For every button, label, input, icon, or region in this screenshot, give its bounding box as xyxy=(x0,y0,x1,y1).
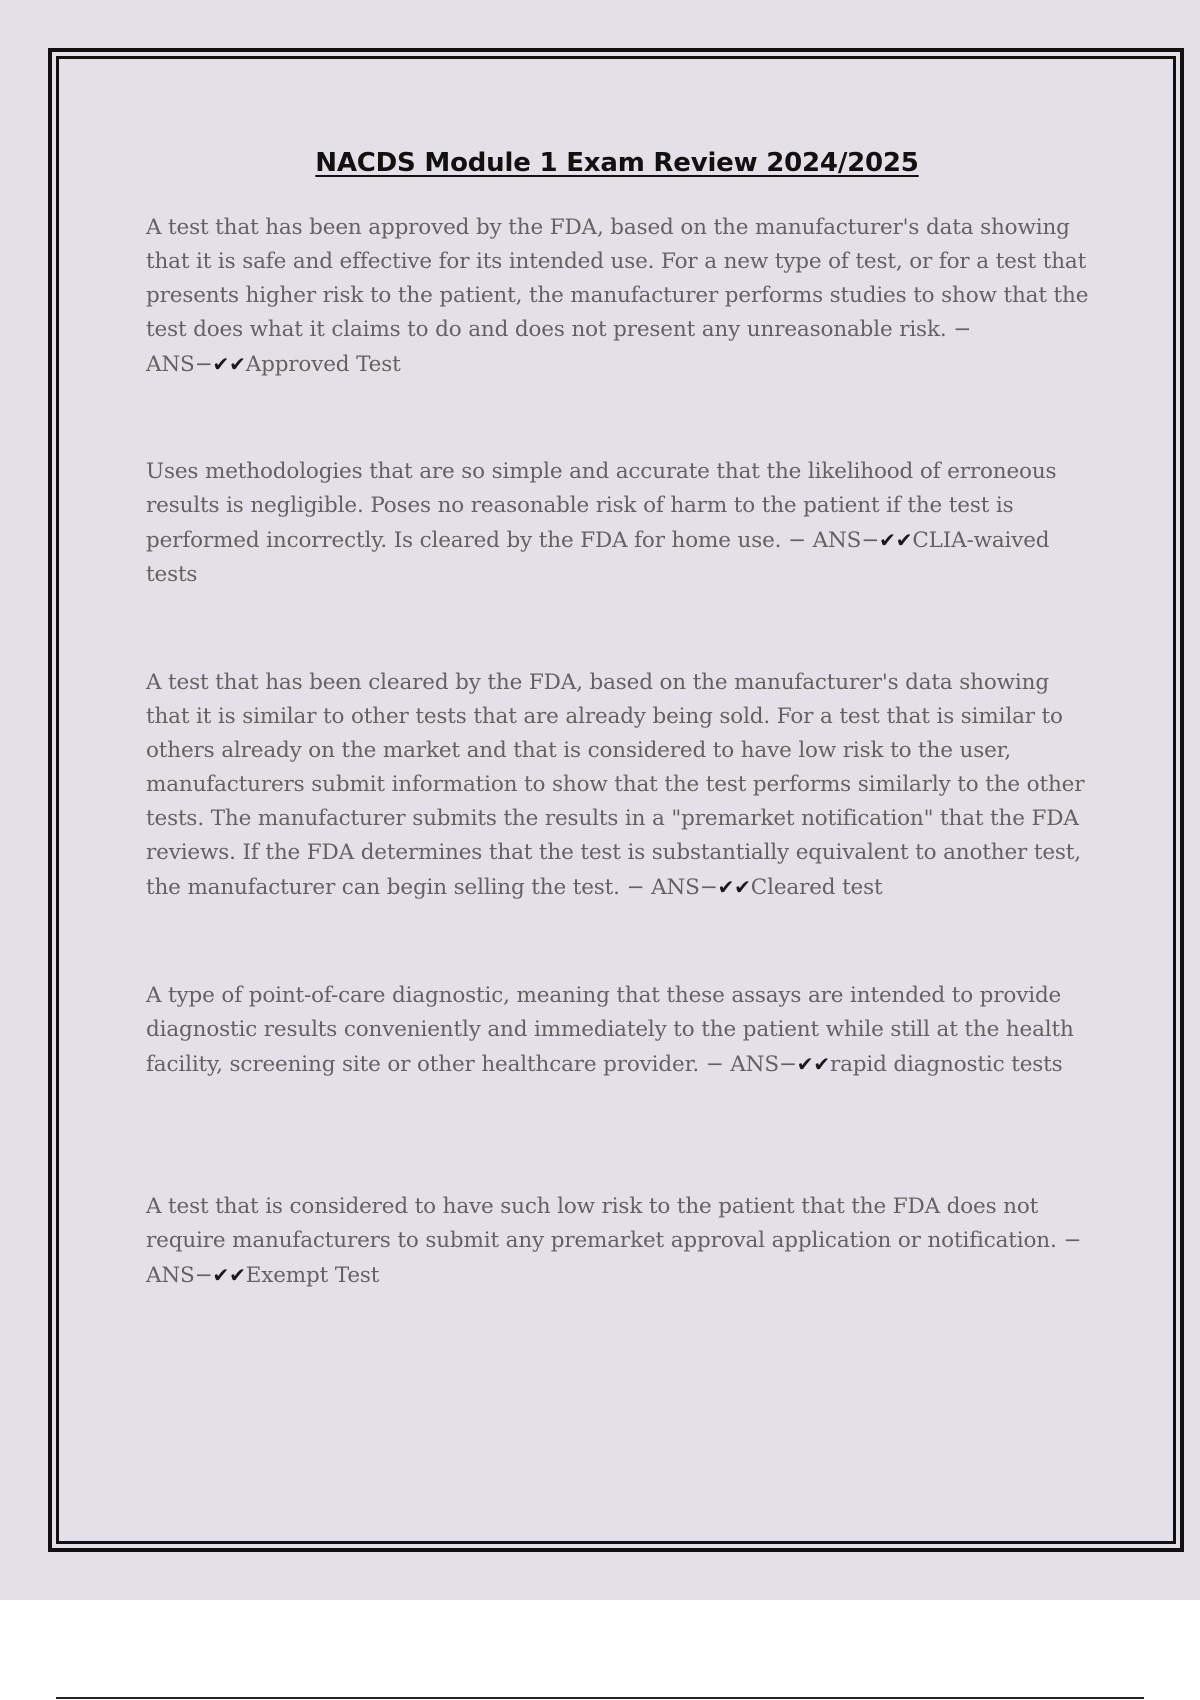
check-icon: ✔✔ xyxy=(796,1052,830,1076)
qa-item-2 xyxy=(146,455,1096,592)
qa-item-3 xyxy=(146,666,1096,905)
answer-prefix: ANS− xyxy=(730,1052,797,1077)
document-title-text: NACDS Module 1 Exam Review 2024/2025 xyxy=(315,148,919,178)
answer-text: rapid diagnostic tests xyxy=(829,1052,1063,1077)
check-icon: ✔✔ xyxy=(717,875,751,899)
answer-prefix: ANS− xyxy=(146,1263,213,1288)
answer-prefix: ANS− xyxy=(812,528,880,553)
answer-prefix: ANS− xyxy=(146,352,213,377)
check-icon: ✔✔ xyxy=(212,1263,246,1287)
check-icon: ✔✔ xyxy=(212,352,246,376)
question-text: A type of point-of-care diagnostic, meaning that these assays are intended to provide diagnostic results conveniently and immediately to the patient while still at the health facility, screening site or other healthcare provider. xyxy=(146,983,1074,1077)
answer-text: Approved Test xyxy=(245,352,401,377)
separator: − xyxy=(619,875,652,900)
separator: − xyxy=(699,1052,731,1077)
document-title xyxy=(0,148,1200,178)
answer-text: Cleared test xyxy=(750,875,883,900)
qa-item-1 xyxy=(146,211,1096,382)
question-text: A test that has been approved by the FDA, based on the manufacturer's data showing that it is safe and effective for its intended use. For a new type of test, or for a test that presents higher risk to the patient, the manufacturer performs studies to show that the test does what it claims to do and does not present any unreasonable risk. xyxy=(146,215,1089,342)
footer-divider xyxy=(56,1697,1144,1699)
answer-text: CLIA-waived tests xyxy=(146,528,1050,587)
qa-item-5 xyxy=(146,1190,1096,1293)
answer-text: Exempt Test xyxy=(245,1263,380,1288)
separator: − xyxy=(1056,1228,1082,1253)
answer-prefix: ANS− xyxy=(651,875,718,900)
question-text: A test that has been cleared by the FDA, based on the manufacturer's data showing that it is similar to other tests that are already being sold. For a test that is similar to others already on the market and that is considered to have low risk to the user, manufacturers submit information to show that the test performs similarly to the other tests. The manufacturer submits the results in a "premarket notification" that the FDA reviews. If the FDA determines that the test is substantially equivalent to another test, the manufacturer can begin selling the test. xyxy=(146,670,1085,900)
separator: − xyxy=(781,528,813,553)
question-text: Uses methodologies that are so simple and accurate that the likelihood of erroneous results is negligible. Poses no reasonable risk of harm to the patient if the test is performed incorrectly. Is cleared by the FDA for home use. xyxy=(146,459,1057,553)
check-icon: ✔✔ xyxy=(879,528,913,552)
qa-item-4 xyxy=(146,979,1096,1082)
separator: − xyxy=(946,317,972,342)
question-text: A test that is considered to have such low risk to the patient that the FDA does not require manufacturers to submit any premarket approval application or notification. xyxy=(146,1194,1057,1253)
